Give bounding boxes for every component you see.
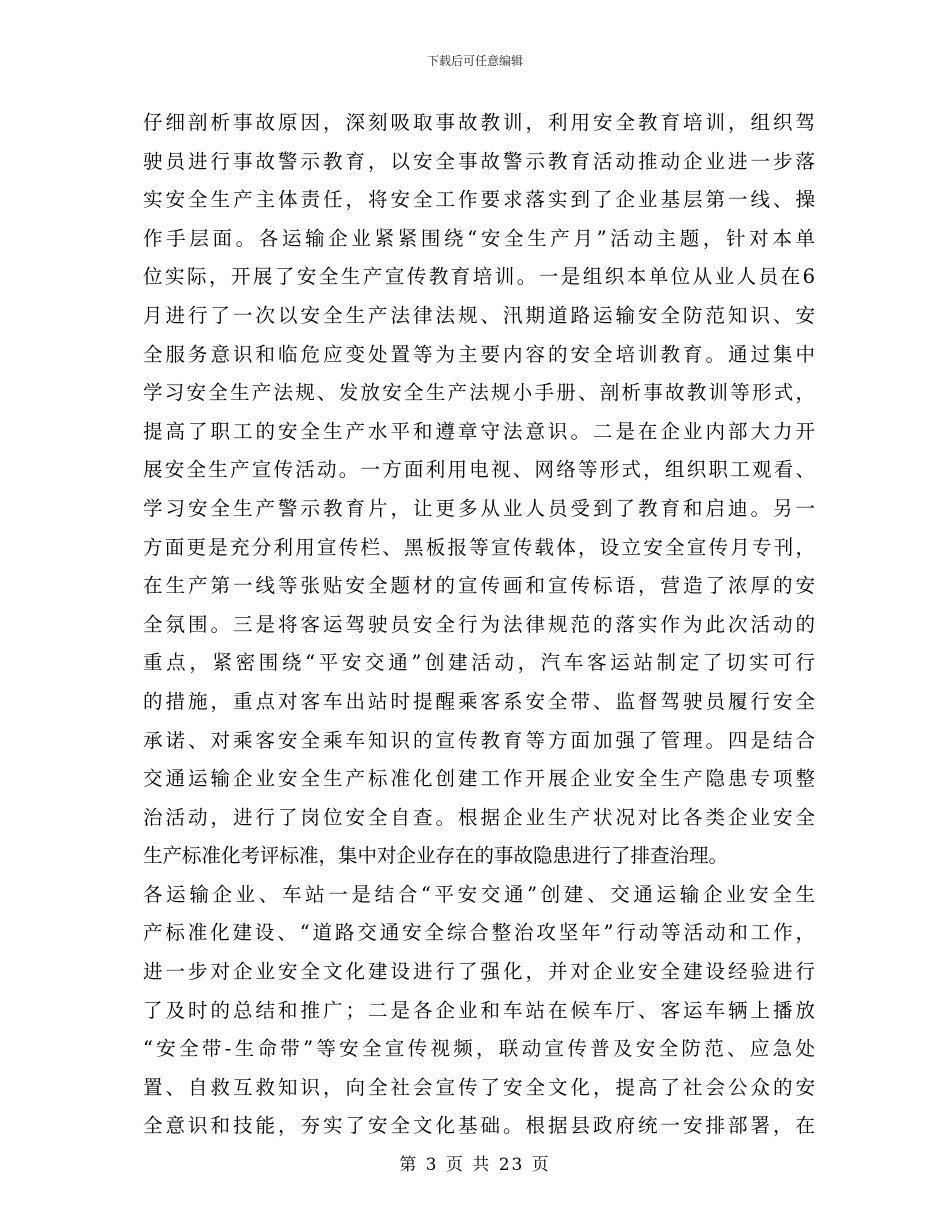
page-number-footer: 第 3 页 共 23 页	[399, 1155, 551, 1175]
text-line: 学习安全生产法规、发放安全生产法规小手册、剖析事故教训等形式，	[143, 381, 815, 405]
text-line: 全意识和技能，夯实了安全文化基础。根据县政府统一安排部署，在	[143, 1114, 815, 1138]
text-line: 进一步对企业安全文化建设进行了强化，并对企业安全建设经验进行	[143, 960, 815, 984]
text-line: 学习安全生产警示教育片，让更多从业人员受到了教育和启迪。另一	[143, 496, 815, 520]
text-line: 了及时的总结和推广；二是各企业和车站在候车厅、客运车辆上播放	[143, 998, 815, 1022]
text-line: 置、自救互救知识，向全社会宣传了安全文化，提高了社会公众的安	[143, 1075, 815, 1099]
text-line: 承诺、对乘客安全乘车知识的宣传教育等方面加强了管理。四是结合	[143, 728, 815, 752]
text-line: 治活动，进行了岗位安全自查。根据企业生产状况对比各类企业安全	[143, 805, 815, 829]
text-line: 仔细剖析事故原因，深刻吸取事故教训，利用安全教育培训，组织驾	[143, 111, 815, 134]
text-line: 全服务意识和临危应变处置等为主要内容的安全培训教育。通过集中	[143, 342, 815, 366]
text-line: 作手层面。各运输企业紧紧围绕“安全生产月”活动主题，针对本单	[143, 226, 815, 250]
text-line: 月进行了一次以安全生产法律法规、汛期道路运输安全防范知识、安	[143, 303, 815, 327]
text-line: 提高了职工的安全生产水平和遵章守法意识。二是在企业内部大力开	[143, 419, 815, 443]
page-header: 下载后可任意编辑	[426, 54, 523, 68]
text-line: 生产标准化考评标准，集中对企业存在的事故隐患进行了排查治理。	[143, 844, 729, 868]
body-text	[143, 104, 815, 1146]
text-line: 在生产第一线等张贴安全题材的宣传画和宣传标语，营造了浓厚的安	[143, 574, 815, 598]
text-line: 重点，紧密围绕“平安交通”创建活动，汽车客运站制定了切实可行	[143, 651, 815, 675]
text-line: 的措施，重点对客车出站时提醒乘客系安全带、监督驾驶员履行安全	[143, 689, 815, 713]
text-line: 产标准化建设、“道路交通安全综合整治攻坚年”行动等活动和工作，	[143, 921, 815, 945]
text-line: 实安全生产主体责任，将安全工作要求落实到了企业基层第一线、操	[143, 188, 815, 212]
text-line: 位实际，开展了安全生产宣传教育培训。一是组织本单位从业人员在6	[143, 265, 815, 289]
text-line: 方面更是充分利用宣传栏、黑板报等宣传载体，设立安全宣传月专刊，	[143, 535, 815, 559]
text-line: 交通运输企业安全生产标准化创建工作开展企业安全生产隐患专项整	[143, 767, 815, 791]
text-line: “安全带-生命带”等安全宣传视频，联动宣传普及安全防范、应急处	[143, 1037, 815, 1061]
text-line: 各运输企业、车站一是结合“平安交通”创建、交通运输企业安全生	[143, 882, 815, 906]
text-line: 展安全生产宣传活动。一方面利用电视、网络等形式，组织职工观看、	[143, 458, 815, 482]
text-line: 全氛围。三是将客运驾驶员安全行为法律规范的落实作为此次活动的	[143, 612, 815, 636]
text-line: 驶员进行事故警示教育，以安全事故警示教育活动推动企业进一步落	[143, 149, 815, 173]
